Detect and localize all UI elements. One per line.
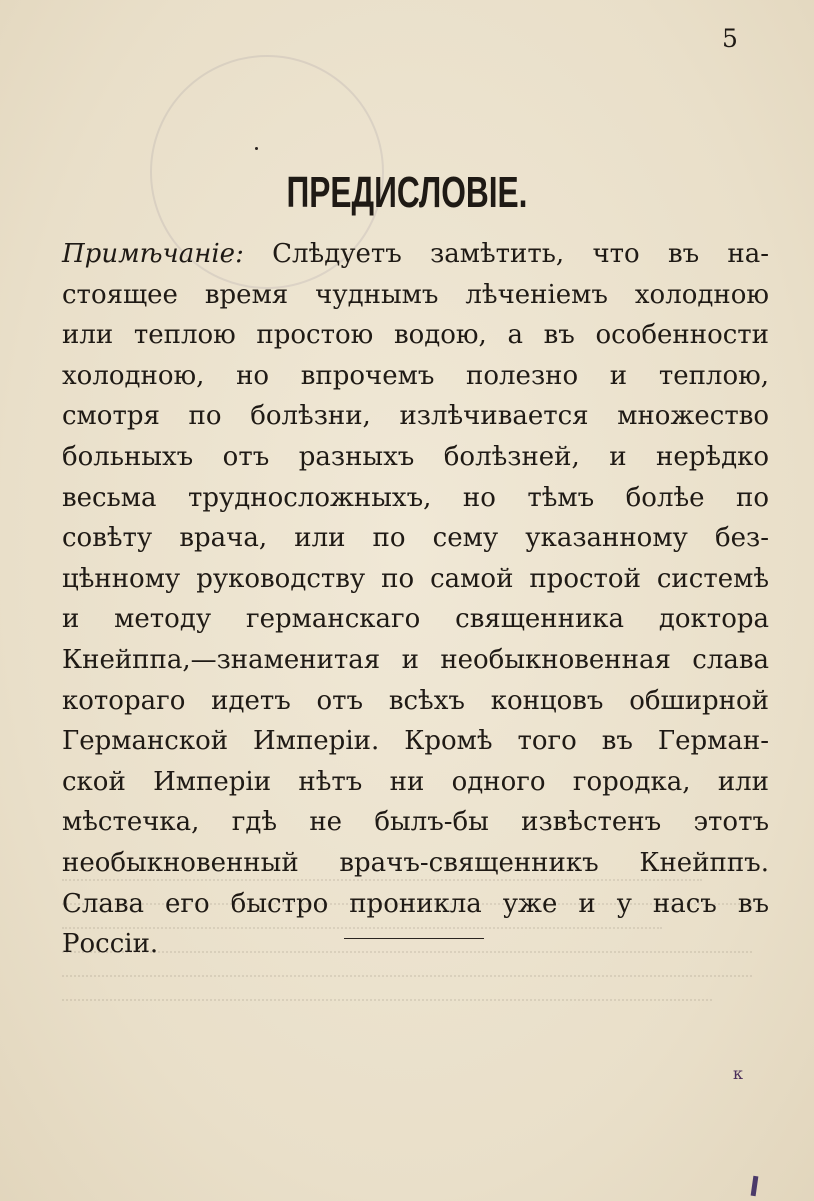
text-line: и методу германскаго священника доктора [62, 604, 769, 635]
text-line: смотря по болѣзни, излѣчивается множество [62, 401, 769, 432]
text-line: совѣту врача, или по сему указанному без- [62, 523, 769, 554]
page-number: 5 [722, 24, 738, 53]
text-line: ской Имперіи нѣтъ ни одного городка, или [62, 766, 769, 797]
text-line: Россіи. [62, 929, 159, 960]
text-line: котораго идетъ отъ всѣхъ концовъ обширной [62, 685, 769, 716]
section-divider [344, 938, 484, 939]
ink-mark: к [733, 1064, 743, 1083]
text-line: стоящее время чуднымъ лѣченіемъ холодною [62, 279, 769, 310]
text-line: Слава его быстро проникла уже и у насъ въ [62, 888, 769, 919]
text-line: Германской Имперіи. Кромѣ того въ Герман- [62, 726, 769, 757]
page-title: ПРЕДИСЛОВІЕ. [286, 168, 528, 217]
inventory-mark: ‍ [619, 85, 622, 123]
text-line: Кнейппа,—знаменитая и необыкновенная слава [62, 644, 769, 675]
text-line: больныхъ отъ разныхъ болѣзней, и нерѣдко [62, 441, 769, 472]
text-line: весьма трудносложныхъ, но тѣмъ болѣе по [62, 482, 769, 513]
text-line: необыкновенный врачъ-священникъ Кнейппъ. [62, 847, 769, 878]
ink-mark [751, 1176, 759, 1197]
text-line: Примѣчаніе: Слѣдуетъ замѣтить, что въ на- [62, 239, 770, 269]
text-line: холодною, но впрочемъ полезно и теплою, [62, 360, 769, 391]
text-line: цѣнному руководству по самой простой системѣ [62, 563, 769, 594]
preface-note [62, 234, 769, 965]
text-line: или теплою простою водою, а въ особенности [62, 320, 769, 351]
note-label: Примѣчаніе: [62, 239, 244, 269]
ink-dot [255, 147, 258, 150]
text-line: мѣстечка, гдѣ не былъ-бы извѣстенъ этотъ [62, 807, 769, 838]
